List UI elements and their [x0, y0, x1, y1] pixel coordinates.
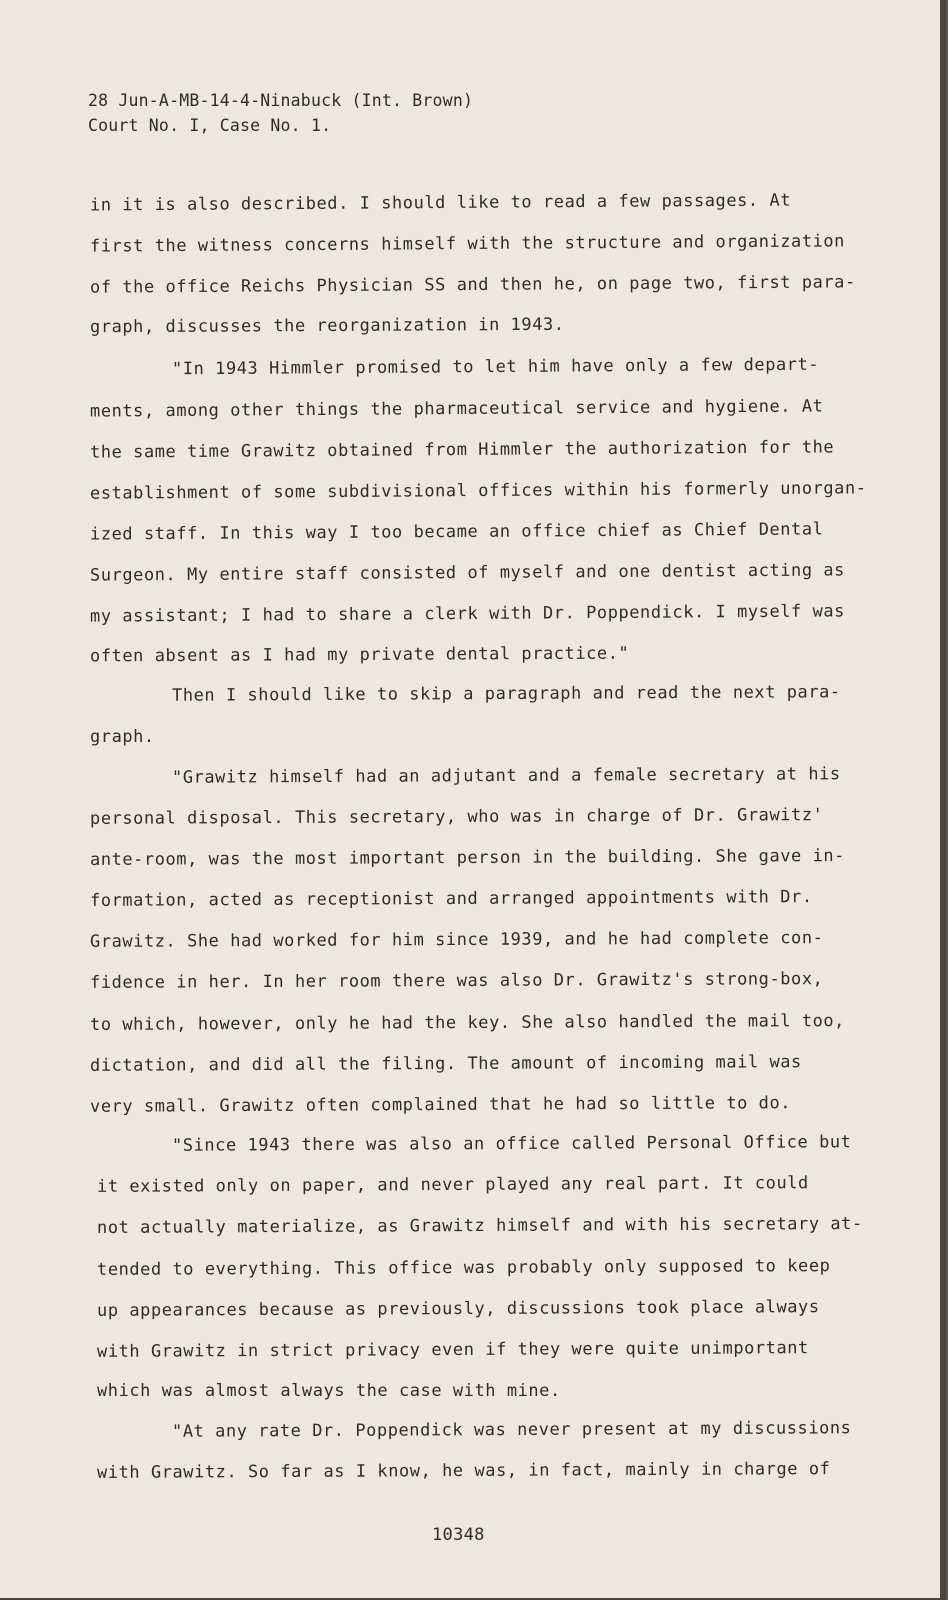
text-line: Surgeon. My entire staff consisted of myself and one dentist acting as: [89, 560, 846, 586]
text-line: first the witness concerns himself with the structure and organization: [89, 231, 846, 257]
text-line: with Grawitz. So far as I know, he was, in fact, mainly in charge of: [96, 1459, 831, 1483]
text-line: ments, among other things the pharmaceutical service and hygiene. At: [89, 396, 824, 422]
text-line: tended to everything. This office was probably only supposed to keep: [96, 1256, 831, 1280]
text-line: fidence in her. In her room there was also Dr. Grawitz's strong-box,: [89, 969, 824, 993]
text-line: "Since 1943 there was also an office called Personal Office but: [171, 1132, 852, 1156]
text-line: ante-room, was the most important person in the building. She gave in-: [89, 846, 846, 870]
text-line: in it is also described. I should like to read a few passages. At: [89, 190, 792, 216]
text-line: Then I should like to skip a paragraph and read the next para-: [171, 682, 841, 706]
text-line: the same time Grawitz obtained from Himmler the authorization for the: [89, 437, 835, 463]
text-line: Grawitz. She had worked for him since 1939, and he had complete con-: [89, 928, 824, 952]
document-header: [88, 88, 473, 138]
text-line: graph, discusses the reorganization in 1943.: [89, 314, 565, 338]
text-line: "In 1943 Himmler promised to let him have only a few depart-: [171, 354, 820, 380]
text-line: "At any rate Dr. Poppendick was never present at my discussions: [171, 1418, 852, 1442]
header-court-case: Court No. I, Case No. 1.: [88, 116, 332, 135]
header-case-reference: 28 Jun-A-MB-14-4-Ninabuck (Int. Brown): [88, 91, 474, 110]
text-line: up appearances because as previously, discussions took place always: [96, 1297, 820, 1321]
text-line: ized staff. In this way I too became an office chief as Chief Dental: [89, 519, 824, 545]
text-line: not actually materialize, as Grawitz himself and with his secretary at-: [96, 1213, 863, 1239]
text-line: establishment of some subdivisional offices within his formerly unorgan-: [89, 478, 867, 504]
text-line: dictation, and did all the filing. The amount of incoming mail was: [89, 1052, 802, 1076]
text-line: my assistant; I had to share a clerk with Dr. Poppendick. I myself was: [89, 601, 846, 627]
text-line: personal disposal. This secretary, who was in charge of Dr. Grawitz': [89, 805, 824, 829]
text-line: it existed only on paper, and never played any real part. It could: [96, 1173, 809, 1197]
text-line: of the office Reichs Physician SS and then he, on page two, first para-: [89, 272, 856, 298]
text-line: very small. Grawitz often complained that he had so little to do.: [89, 1093, 792, 1117]
page-number: 10348: [432, 1525, 485, 1545]
text-line: often absent as I had my private dental practice.": [89, 643, 630, 667]
text-line: "Grawitz himself had an adjutant and a female secretary at his: [171, 764, 841, 788]
text-line: with Grawitz in strict privacy even if they were quite unimportant: [96, 1338, 809, 1362]
text-line: to which, however, only he had the key. She also handled the mail too,: [89, 1011, 846, 1035]
text-line: formation, acted as receptionist and arranged appointments with Dr.: [89, 887, 813, 911]
text-line: graph.: [90, 727, 155, 747]
text-line: which was almost always the case with mine.: [97, 1381, 561, 1401]
